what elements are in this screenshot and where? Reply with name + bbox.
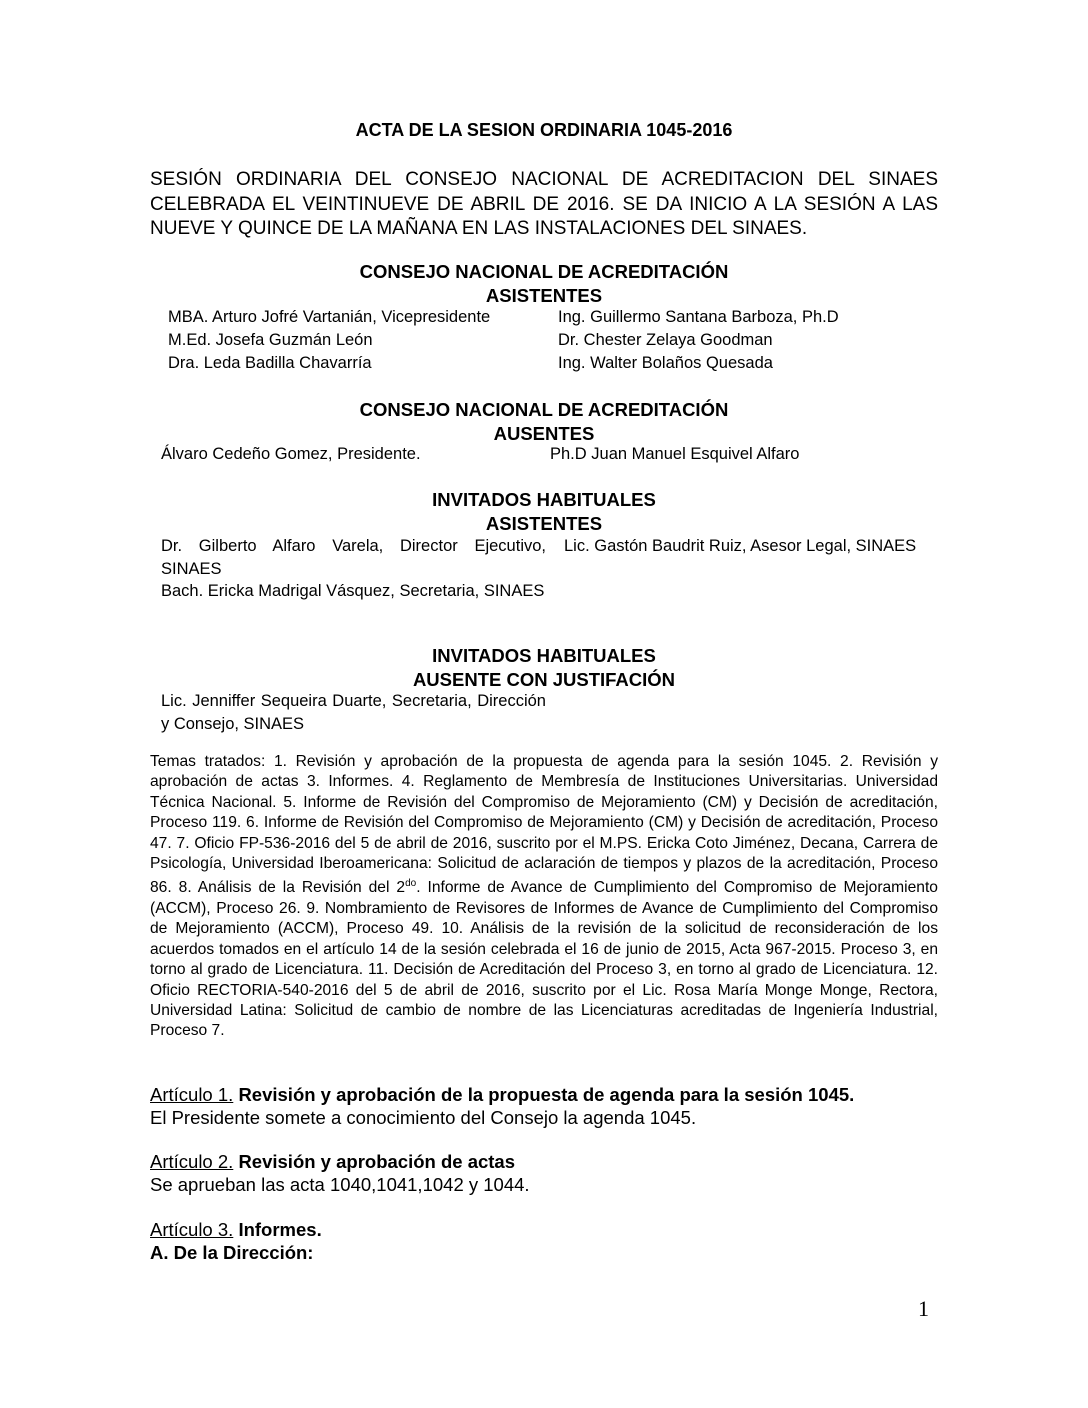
invitados-asistentes-heading	[150, 488, 938, 536]
section-heading: CONSEJO NACIONAL DE ACREDITACIÓN	[359, 261, 729, 282]
section-subheading: AUSENTES	[493, 423, 595, 444]
article-1	[150, 1083, 938, 1129]
topics-superscript: do	[405, 878, 417, 890]
article-label: Artículo 2.	[150, 1151, 234, 1172]
article-label: Artículo 1.	[150, 1084, 234, 1105]
article-body: El Presidente somete a conocimiento del Consejo la agenda 1045.	[150, 1107, 697, 1128]
page-number: 1	[918, 1296, 929, 1321]
consejo-ausentes-heading	[150, 398, 938, 446]
absentee-name: Álvaro Cedeño Gomez, Presidente.	[161, 445, 421, 463]
article-body: Se aprueban las acta 1040,1041,1042 y 1044.	[150, 1174, 530, 1195]
article-subsection: A. De la Dirección:	[150, 1242, 314, 1263]
article-heading-line	[150, 1150, 938, 1173]
article-2	[150, 1150, 938, 1196]
attendee-name: Dr. Chester Zelaya Goodman	[558, 331, 773, 349]
section-subheading: ASISTENTES	[485, 285, 603, 306]
topics-text: . Informe de Avance de Cumplimiento del Compromiso de Mejoramiento (ACCM), Proceso 26. 9. Nombramiento de Revisores de Informes de Avance de Cumplimiento del Compromiso de Mejoramiento (ACCM), Proceso 49. 10. Análisis de la revisión de la solicitud de reconsideración de los acuerdos tomados en el artículo 14 de la sesión celebrada el 16 de junio de 2015, Acta 967-2015. Proceso 3, en torno al grado de Licenciatura. 11. Decisión de Acreditación del Proceso 3, en torno al grado de Licenciatura. 12. Oficio RECTORIA-540-2016 del 5 de abril de 2016, suscrito por el Lic. Rosa María Monge Monge, Rectora, Universidad Latina: Solicitud de cambio de nombre de las Licenciaturas acreditadas de Ingeniería Industrial, Proceso 7.	[150, 879, 938, 1040]
attendee-name: Ing. Walter Bolaños Quesada	[558, 354, 773, 372]
guest-name: Dr. Gilberto Alfaro Varela, Director Ejecutivo, SINAES	[161, 537, 546, 578]
section-subheading: ASISTENTES	[485, 513, 603, 534]
attendee-name: M.Ed. Josefa Guzmán León	[168, 331, 373, 349]
article-label: Artículo 3.	[150, 1219, 234, 1240]
invitados-ausente-heading	[150, 644, 938, 692]
article-heading: Revisión y aprobación de la propuesta de agenda para la sesión 1045.	[238, 1084, 855, 1105]
attendee-name: Ing. Guillermo Santana Barboza, Ph.D	[558, 308, 839, 326]
section-heading: CONSEJO NACIONAL DE ACREDITACIÓN	[359, 399, 729, 420]
article-3	[150, 1218, 938, 1264]
guest-name: Lic. Gastón Baudrit Ruiz, Asesor Legal, SINAES	[564, 537, 917, 555]
guest-name: Lic. Jenniffer Sequeira Duarte, Secretaria, Dirección y Consejo, SINAES	[161, 692, 546, 733]
topics-text: Temas tratados: 1. Revisión y aprobación de la propuesta de agenda para la sesión 1045. 2. Revisión y aprobación de actas 3. Informes. 4. Reglamento de Membresía de Instituciones Universitarias. Universidad Técnica Nacional. 5. Informe de Revisión del Compromiso de Mejoramiento (CM) y Decisión de acreditación, Proceso 119. 6. Informe de Revisión del Compromiso de Mejoramiento (CM) y Decisión de acreditación, Proceso 47. 7. Oficio FP-536-2016 del 5 de abril de 2016, suscrito por el M.PS. Ericka Coto Jiménez, Decana, Carrera de Psicología, Universidad Iberoamericana: Solicitud de aclaración de tiempos y plazos de la acreditación, Proceso 86. 8. Análisis de la Revisión del 2	[150, 753, 938, 897]
article-heading-line	[150, 1083, 938, 1106]
session-intro: SESIÓN ORDINARIA DEL CONSEJO NACIONAL DE ACREDITACION DEL SINAES CELEBRADA EL VEINTINUEVE DE ABRIL DE 2016. SE DA INICIO A LA SESIÓN A LAS NUEVE Y QUINCE DE LA MAÑANA EN LAS INSTALACIONES DEL SINAES.	[150, 169, 938, 239]
guest-name: Bach. Ericka Madrigal Vásquez, Secretaria, SINAES	[161, 582, 545, 600]
absentee-name: Ph.D Juan Manuel Esquivel Alfaro	[550, 445, 800, 463]
attendee-name: MBA. Arturo Jofré Vartanián, Vicepresidente	[168, 308, 491, 326]
article-heading: Revisión y aprobación de actas	[238, 1151, 516, 1172]
consejo-asistentes-heading	[150, 260, 938, 308]
section-subheading: AUSENTE CON JUSTIFACIÓN	[412, 669, 676, 690]
article-heading-line	[150, 1218, 938, 1241]
document-title: ACTA DE LA SESION ORDINARIA 1045-2016	[355, 120, 733, 140]
section-heading: INVITADOS HABITUALES	[432, 645, 656, 666]
section-heading: INVITADOS HABITUALES	[432, 489, 656, 510]
article-heading: Informes.	[238, 1219, 322, 1240]
topics-paragraph	[150, 752, 938, 1042]
attendee-name: Dra. Leda Badilla Chavarría	[168, 354, 372, 372]
